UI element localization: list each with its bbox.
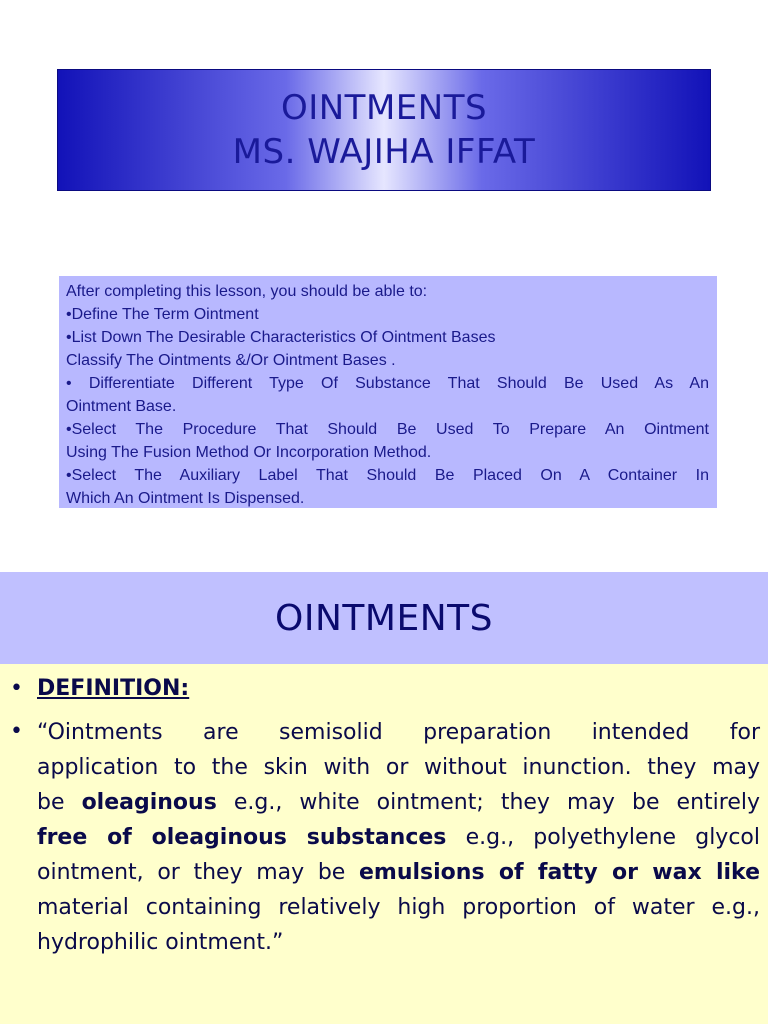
objective-line: •Select The Procedure That Should Be Used To Prepare An Ointment bbox=[66, 421, 709, 438]
title-line-2: MS. WAJIHA IFFAT bbox=[232, 132, 536, 172]
bullet-icon: • bbox=[10, 676, 23, 701]
objective-line: After completing this lesson, you should be able to: bbox=[66, 283, 428, 300]
definition-text: e.g., white ointment; they may be entirely bbox=[216, 790, 760, 815]
definition-text: be bbox=[37, 790, 82, 815]
definition-text: e.g., polyethylene glycol bbox=[446, 825, 760, 850]
slide-2-title: OINTMENTS bbox=[275, 597, 493, 639]
objective-line: •Select The Auxiliary Label That Should Be Placed On A Container In bbox=[66, 467, 709, 484]
definition-paragraph bbox=[37, 715, 760, 960]
definition-line bbox=[37, 855, 760, 890]
definition-label: DEFINITION: bbox=[37, 676, 190, 701]
definition-emphasis: free of oleaginous substances bbox=[37, 825, 447, 850]
definition-line bbox=[37, 785, 760, 820]
definition-emphasis: emulsions of fatty or wax like bbox=[359, 860, 760, 885]
definition-line: material containing relatively high proportion of water e.g., bbox=[37, 895, 760, 920]
definition-line: hydrophilic ointment.” bbox=[37, 930, 284, 955]
title-box bbox=[57, 69, 711, 191]
objective-line: Using The Fusion Method Or Incorporation Method. bbox=[66, 444, 432, 461]
slide-2-header bbox=[0, 572, 768, 664]
objective-line: •List Down The Desirable Characteristics Of Ointment Bases bbox=[66, 329, 496, 346]
title-line-1: OINTMENTS bbox=[280, 88, 488, 128]
bullet-icon: • bbox=[10, 719, 23, 744]
definition-line: application to the skin with or without inunction. they may bbox=[37, 755, 760, 780]
objective-line: •Define The Term Ointment bbox=[66, 306, 259, 323]
objective-line: • Differentiate Different Type Of Substance That Should Be Used As An bbox=[66, 375, 709, 392]
definition-text: ointment, or they may be bbox=[37, 860, 359, 885]
definition-emphasis: oleaginous bbox=[81, 790, 217, 815]
objective-line: Classify The Ointments &/Or Ointment Bases . bbox=[66, 352, 396, 369]
objective-line: Which An Ointment Is Dispensed. bbox=[66, 490, 305, 507]
definition-line bbox=[37, 820, 760, 855]
objectives-box bbox=[59, 276, 717, 508]
slide-2 bbox=[0, 572, 768, 1024]
objective-line: Ointment Base. bbox=[66, 398, 177, 415]
definition-line: “Ointments are semisolid preparation intended for bbox=[37, 720, 760, 745]
